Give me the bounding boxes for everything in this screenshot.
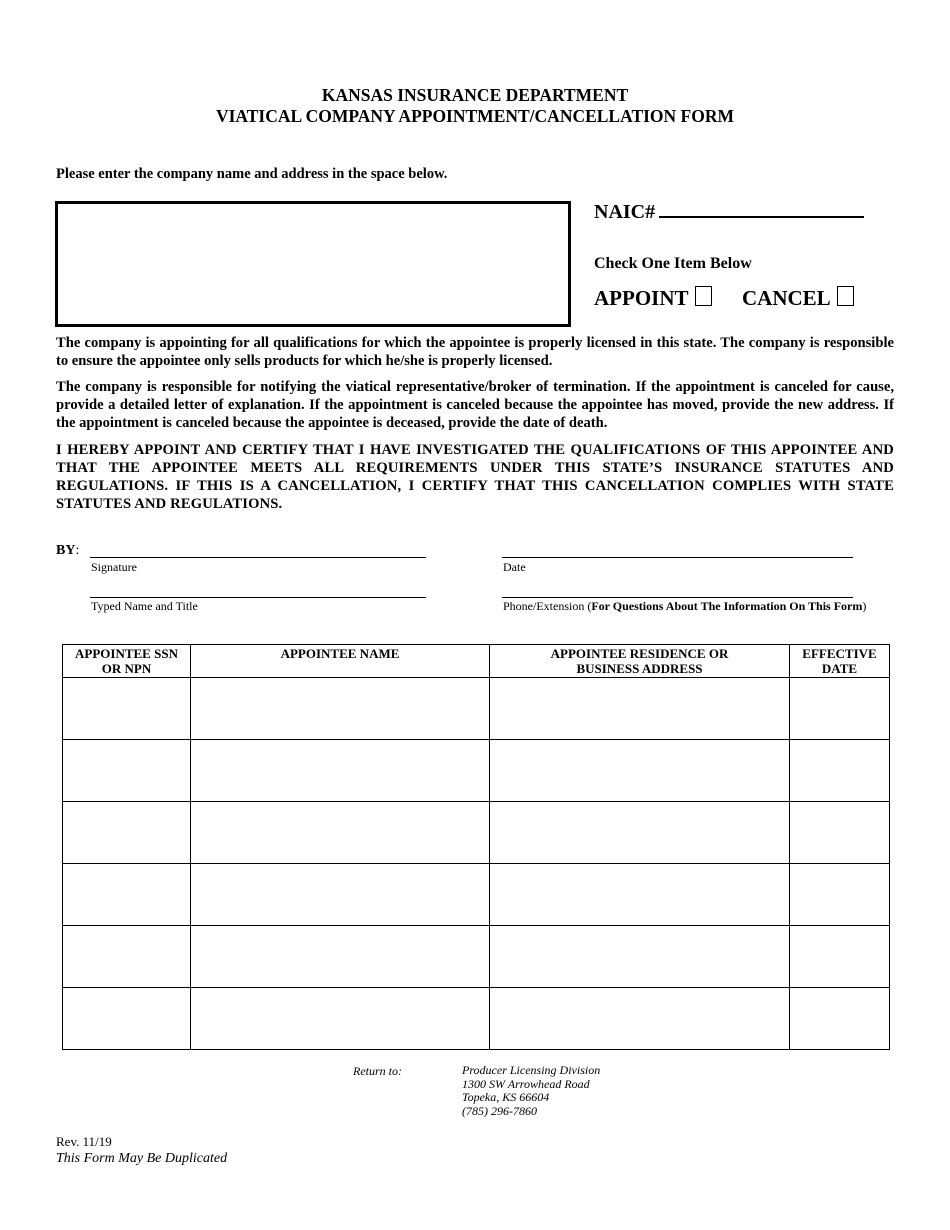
- appoint-checkbox[interactable]: [695, 286, 712, 306]
- name-cell[interactable]: [191, 864, 490, 926]
- return-address-phone: (785) 296-7860: [462, 1103, 537, 1118]
- table-row: [63, 926, 890, 988]
- name-cell[interactable]: [191, 678, 490, 740]
- ssn-cell[interactable]: [63, 864, 191, 926]
- name-cell[interactable]: [191, 988, 490, 1050]
- form-title-department: KANSAS INSURANCE DEPARTMENT: [321, 85, 629, 105]
- certification-paragraph: I HEREBY APPOINT AND CERTIFY THAT I HAVE INVESTIGATED THE QUALIFICATIONS OF THIS APPOINTEE AND THAT THE APPOINTEE MEETS ALL REQUIREMENTS UNDER THIS STATE’S INSURANCE STATUTES AND REGULATIONS. IF THIS IS A CANCELLATION, I CERTIFY THAT THIS CANCELLATION COMPLIES WITH STATE STATUTES AND REGULATIONS.: [56, 442, 894, 512]
- ssn-cell[interactable]: [63, 740, 191, 802]
- typed-name-line[interactable]: [90, 597, 426, 598]
- col-header-effective-date: EFFECTIVE DATE: [790, 645, 890, 678]
- appoint-cancel-options: [594, 286, 854, 311]
- date-cell[interactable]: [790, 802, 890, 864]
- check-one-label: Check One Item Below: [594, 255, 752, 272]
- cancel-checkbox[interactable]: [837, 286, 854, 306]
- duplicate-note: This Form May Be Duplicated: [56, 1151, 228, 1166]
- date-cell[interactable]: [790, 740, 890, 802]
- name-cell[interactable]: [191, 802, 490, 864]
- table-row: [63, 678, 890, 740]
- date-cell[interactable]: [790, 678, 890, 740]
- appointee-table: [62, 644, 890, 1050]
- naic-label: NAIC#: [594, 201, 656, 223]
- return-address-city: Topeka, KS 66604: [462, 1090, 550, 1104]
- phone-label: Phone/Extension (For Questions About The Information On This Form): [503, 599, 867, 613]
- col-header-ssn: APPOINTEE SSN OR NPN: [63, 645, 191, 678]
- return-address-division: Producer Licensing Division: [462, 1063, 601, 1077]
- table-row: [63, 864, 890, 926]
- address-cell[interactable]: [490, 802, 790, 864]
- naic-field[interactable]: [594, 198, 864, 224]
- ssn-cell[interactable]: [63, 802, 191, 864]
- naic-input-line[interactable]: [659, 198, 864, 218]
- address-cell[interactable]: [490, 740, 790, 802]
- revision-date: Rev. 11/19: [56, 1134, 112, 1149]
- appoint-label: APPOINT: [594, 286, 689, 310]
- date-cell[interactable]: [790, 988, 890, 1050]
- address-cell[interactable]: [490, 988, 790, 1050]
- cancel-label: CANCEL: [742, 286, 831, 310]
- table-row: [63, 802, 890, 864]
- return-address-street: 1300 SW Arrowhead Road: [462, 1076, 590, 1091]
- date-cell[interactable]: [790, 926, 890, 988]
- ssn-cell[interactable]: [63, 988, 191, 1050]
- col-header-name: APPOINTEE NAME: [191, 645, 490, 678]
- signature-label: Signature: [91, 560, 137, 574]
- company-address-box[interactable]: [55, 201, 571, 327]
- address-cell[interactable]: [490, 926, 790, 988]
- date-cell[interactable]: [790, 864, 890, 926]
- phone-line[interactable]: [502, 597, 853, 598]
- name-cell[interactable]: [191, 740, 490, 802]
- typed-name-label: Typed Name and Title: [91, 599, 198, 613]
- signature-line[interactable]: [90, 557, 426, 558]
- date-label: Date: [503, 560, 526, 574]
- table-header-row: [63, 645, 890, 678]
- col-header-address: APPOINTEE RESIDENCE OR BUSINESS ADDRESS: [490, 645, 790, 678]
- address-instruction: Please enter the company name and address in the space below.: [56, 166, 448, 182]
- table-row: [63, 740, 890, 802]
- appointment-scope-paragraph: The company is appointing for all qualifications for which the appointee is properly licensed in this state. The company is responsible to ensure the appointee only sells products for which he/she is properly licensed.: [56, 335, 894, 369]
- ssn-cell[interactable]: [63, 926, 191, 988]
- date-line[interactable]: [502, 557, 853, 558]
- form-title-name: VIATICAL COMPANY APPOINTMENT/CANCELLATION FORM: [215, 106, 735, 126]
- return-to-label: Return to:: [353, 1064, 402, 1078]
- by-label: BY:: [56, 543, 80, 558]
- ssn-cell[interactable]: [63, 678, 191, 740]
- termination-paragraph: The company is responsible for notifying the viatical representative/broker of termination. If the appointment is canceled for cause, provide a detailed letter of explanation. If the appointment is canceled because the appointee has moved, provide the new address. If the appointment is canceled because the appointee is deceased, provide the date of death.: [56, 379, 894, 431]
- name-cell[interactable]: [191, 926, 490, 988]
- return-address: [462, 1064, 600, 1118]
- table-row: [63, 988, 890, 1050]
- address-cell[interactable]: [490, 678, 790, 740]
- address-cell[interactable]: [490, 864, 790, 926]
